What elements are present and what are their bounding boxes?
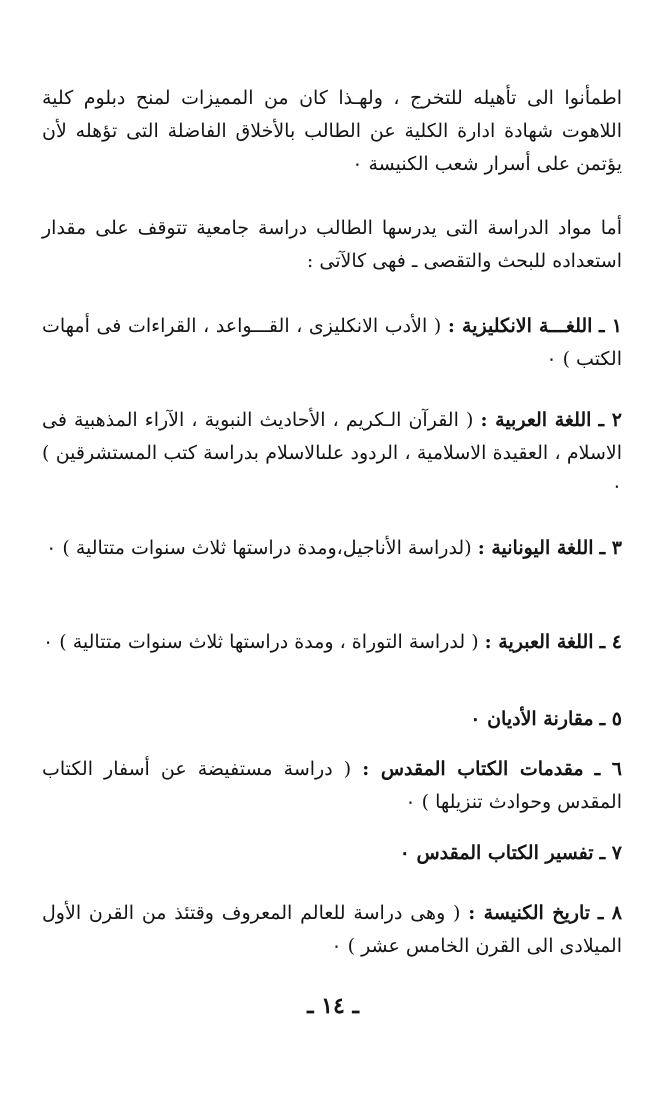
item-body: ( وهى دراسة للعالم المعروف وقتئذ من القرن الأول الميلادى الى القرن الخامس عشر ) ٠ xyxy=(42,902,622,957)
list-item xyxy=(42,897,622,963)
item-number: ٧ ـ xyxy=(599,842,622,864)
item-title: تاريخ الكنيسة : xyxy=(468,902,591,924)
list-item xyxy=(42,753,622,819)
item-title: اللغة العربية : xyxy=(480,409,592,431)
item-number: ١ ـ xyxy=(599,315,622,337)
item-body: ( الأدب الانكليزى ، القـــواعد ، القراءات فى أمهات الكتب ) ٠ xyxy=(42,315,622,370)
item-number: ٦ ـ xyxy=(594,758,622,780)
list-item xyxy=(42,532,622,565)
item-title: اللغـــة الانكليزية : xyxy=(447,315,593,337)
item-title: اللغة العبرية : xyxy=(484,631,594,653)
item-number: ٨ ـ xyxy=(597,902,623,924)
item-title: اللغة اليونانية : xyxy=(477,537,594,559)
item-body: ( القرآن الـكريم ، الأحاديث النبوية ، الآراء المذهبية فى الاسلام ، العقيدة الاسلامية ، الردود علىالاسلام بدراسة كتب المستشرقين ) ٠ xyxy=(42,409,622,497)
item-body: (لدراسة الأناجيل،ومدة دراستها ثلاث سنوات متتالية ) ٠ xyxy=(46,537,472,559)
item-number: ٣ ـ xyxy=(599,537,622,559)
paragraph-text: أما مواد الدراسة التى يدرسها الطالب دراسة جامعية تتوقف على مقدار استعداده للبحث والتقصى ـ فهى كالآتى : xyxy=(42,217,622,272)
page-number: ـ ١٤ ـ xyxy=(307,993,359,1019)
paragraph-text: اطمأنوا الى تأهيله للتخرج ، ولهـذا كان من المميزات لمنح دبلوم كلية اللاهوت شهادة ادارة الكلية عن الطالب بالأخلاق الفاضلة التى تؤهله لأن يؤتمن على أسرار شعب الكنيسة ٠ xyxy=(42,87,622,175)
list-item xyxy=(42,837,622,870)
item-number: ٢ ـ xyxy=(598,409,622,431)
item-body: ( لدراسة التوراة ، ومدة دراستها ثلاث سنوات متتالية ) ٠ xyxy=(43,631,479,653)
item-body: ( دراسة مستفيضة عن أسفار الكتاب المقدس وحوادث تنزيلها ) ٠ xyxy=(42,758,622,813)
item-title: تفسير الكتاب المقدس ٠ xyxy=(399,842,594,864)
item-title: مقارنة الأديان ٠ xyxy=(470,708,594,730)
paragraph-subjects-intro xyxy=(42,212,622,278)
list-item xyxy=(42,703,622,736)
item-title: مقدمات الكتاب المقدس : xyxy=(362,758,584,780)
list-item xyxy=(42,404,622,503)
list-item xyxy=(42,310,622,376)
list-item xyxy=(42,626,622,659)
paragraph-intro xyxy=(42,82,622,181)
item-number: ٤ ـ xyxy=(599,631,622,653)
item-number: ٥ ـ xyxy=(599,708,622,730)
